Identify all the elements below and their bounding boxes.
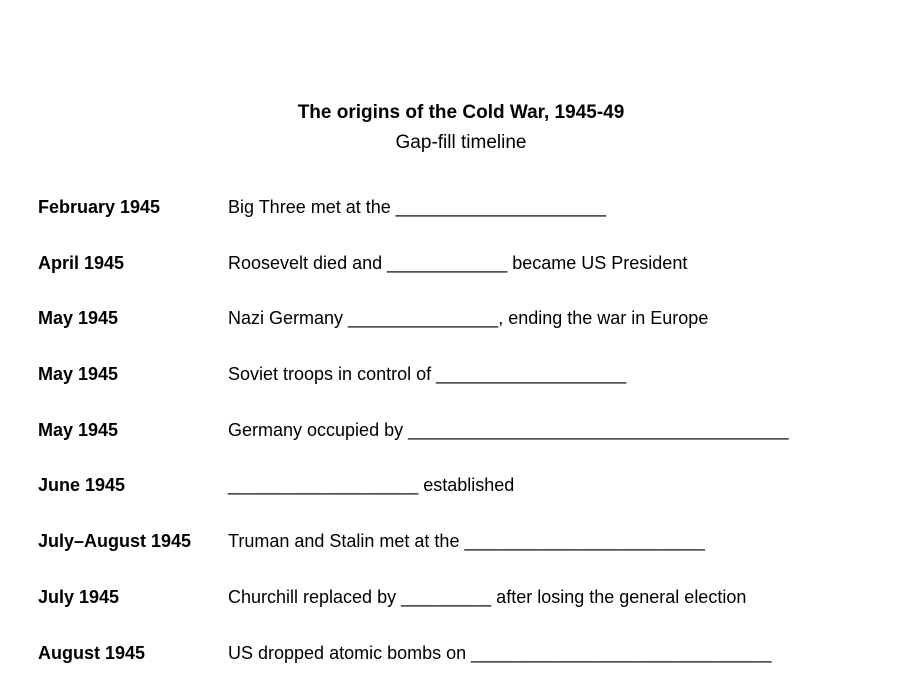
- timeline-date: August 1945: [38, 642, 146, 663]
- timeline-entry: Roosevelt died and ____________ became US President: [228, 252, 688, 273]
- timeline-row: [38, 308, 884, 364]
- timeline-entry: US dropped atomic bombs on ______________________________: [228, 642, 772, 663]
- timeline-date: April 1945: [38, 252, 125, 273]
- timeline-row: [38, 364, 884, 420]
- timeline-date: July–August 1945: [38, 531, 192, 552]
- timeline-entry: ___________________ established: [228, 475, 515, 496]
- timeline-date: May 1945: [38, 419, 119, 440]
- timeline-entry: Germany occupied by ______________________________________: [228, 419, 789, 440]
- timeline-date: June 1945: [38, 475, 126, 496]
- page-title: The origins of the Cold War, 1945-49: [297, 102, 625, 123]
- timeline-entry: Churchill replaced by _________ after losing the general election: [228, 586, 747, 607]
- timeline-entry: Nazi Germany _______________, ending the war in Europe: [228, 308, 709, 329]
- page-subtitle: Gap-fill timeline: [395, 132, 527, 153]
- timeline-date: May 1945: [38, 308, 119, 329]
- timeline-date: May 1945: [38, 364, 119, 385]
- timeline-row: [38, 587, 884, 643]
- document-header: [0, 101, 922, 155]
- timeline-row: [38, 197, 884, 253]
- timeline-entry: Big Three met at the _____________________: [228, 197, 606, 217]
- timeline-row: [38, 253, 884, 309]
- timeline-row: [38, 643, 884, 692]
- timeline-row: [38, 475, 884, 531]
- timeline-date: July 1945: [38, 586, 120, 607]
- gap-fill-timeline: [38, 197, 884, 692]
- timeline-entry: Truman and Stalin met at the ________________________: [228, 531, 705, 552]
- timeline-row: [38, 420, 884, 476]
- timeline-entry: Soviet troops in control of ___________________: [228, 364, 627, 385]
- timeline-date: February 1945: [38, 197, 161, 217]
- timeline-row: [38, 531, 884, 587]
